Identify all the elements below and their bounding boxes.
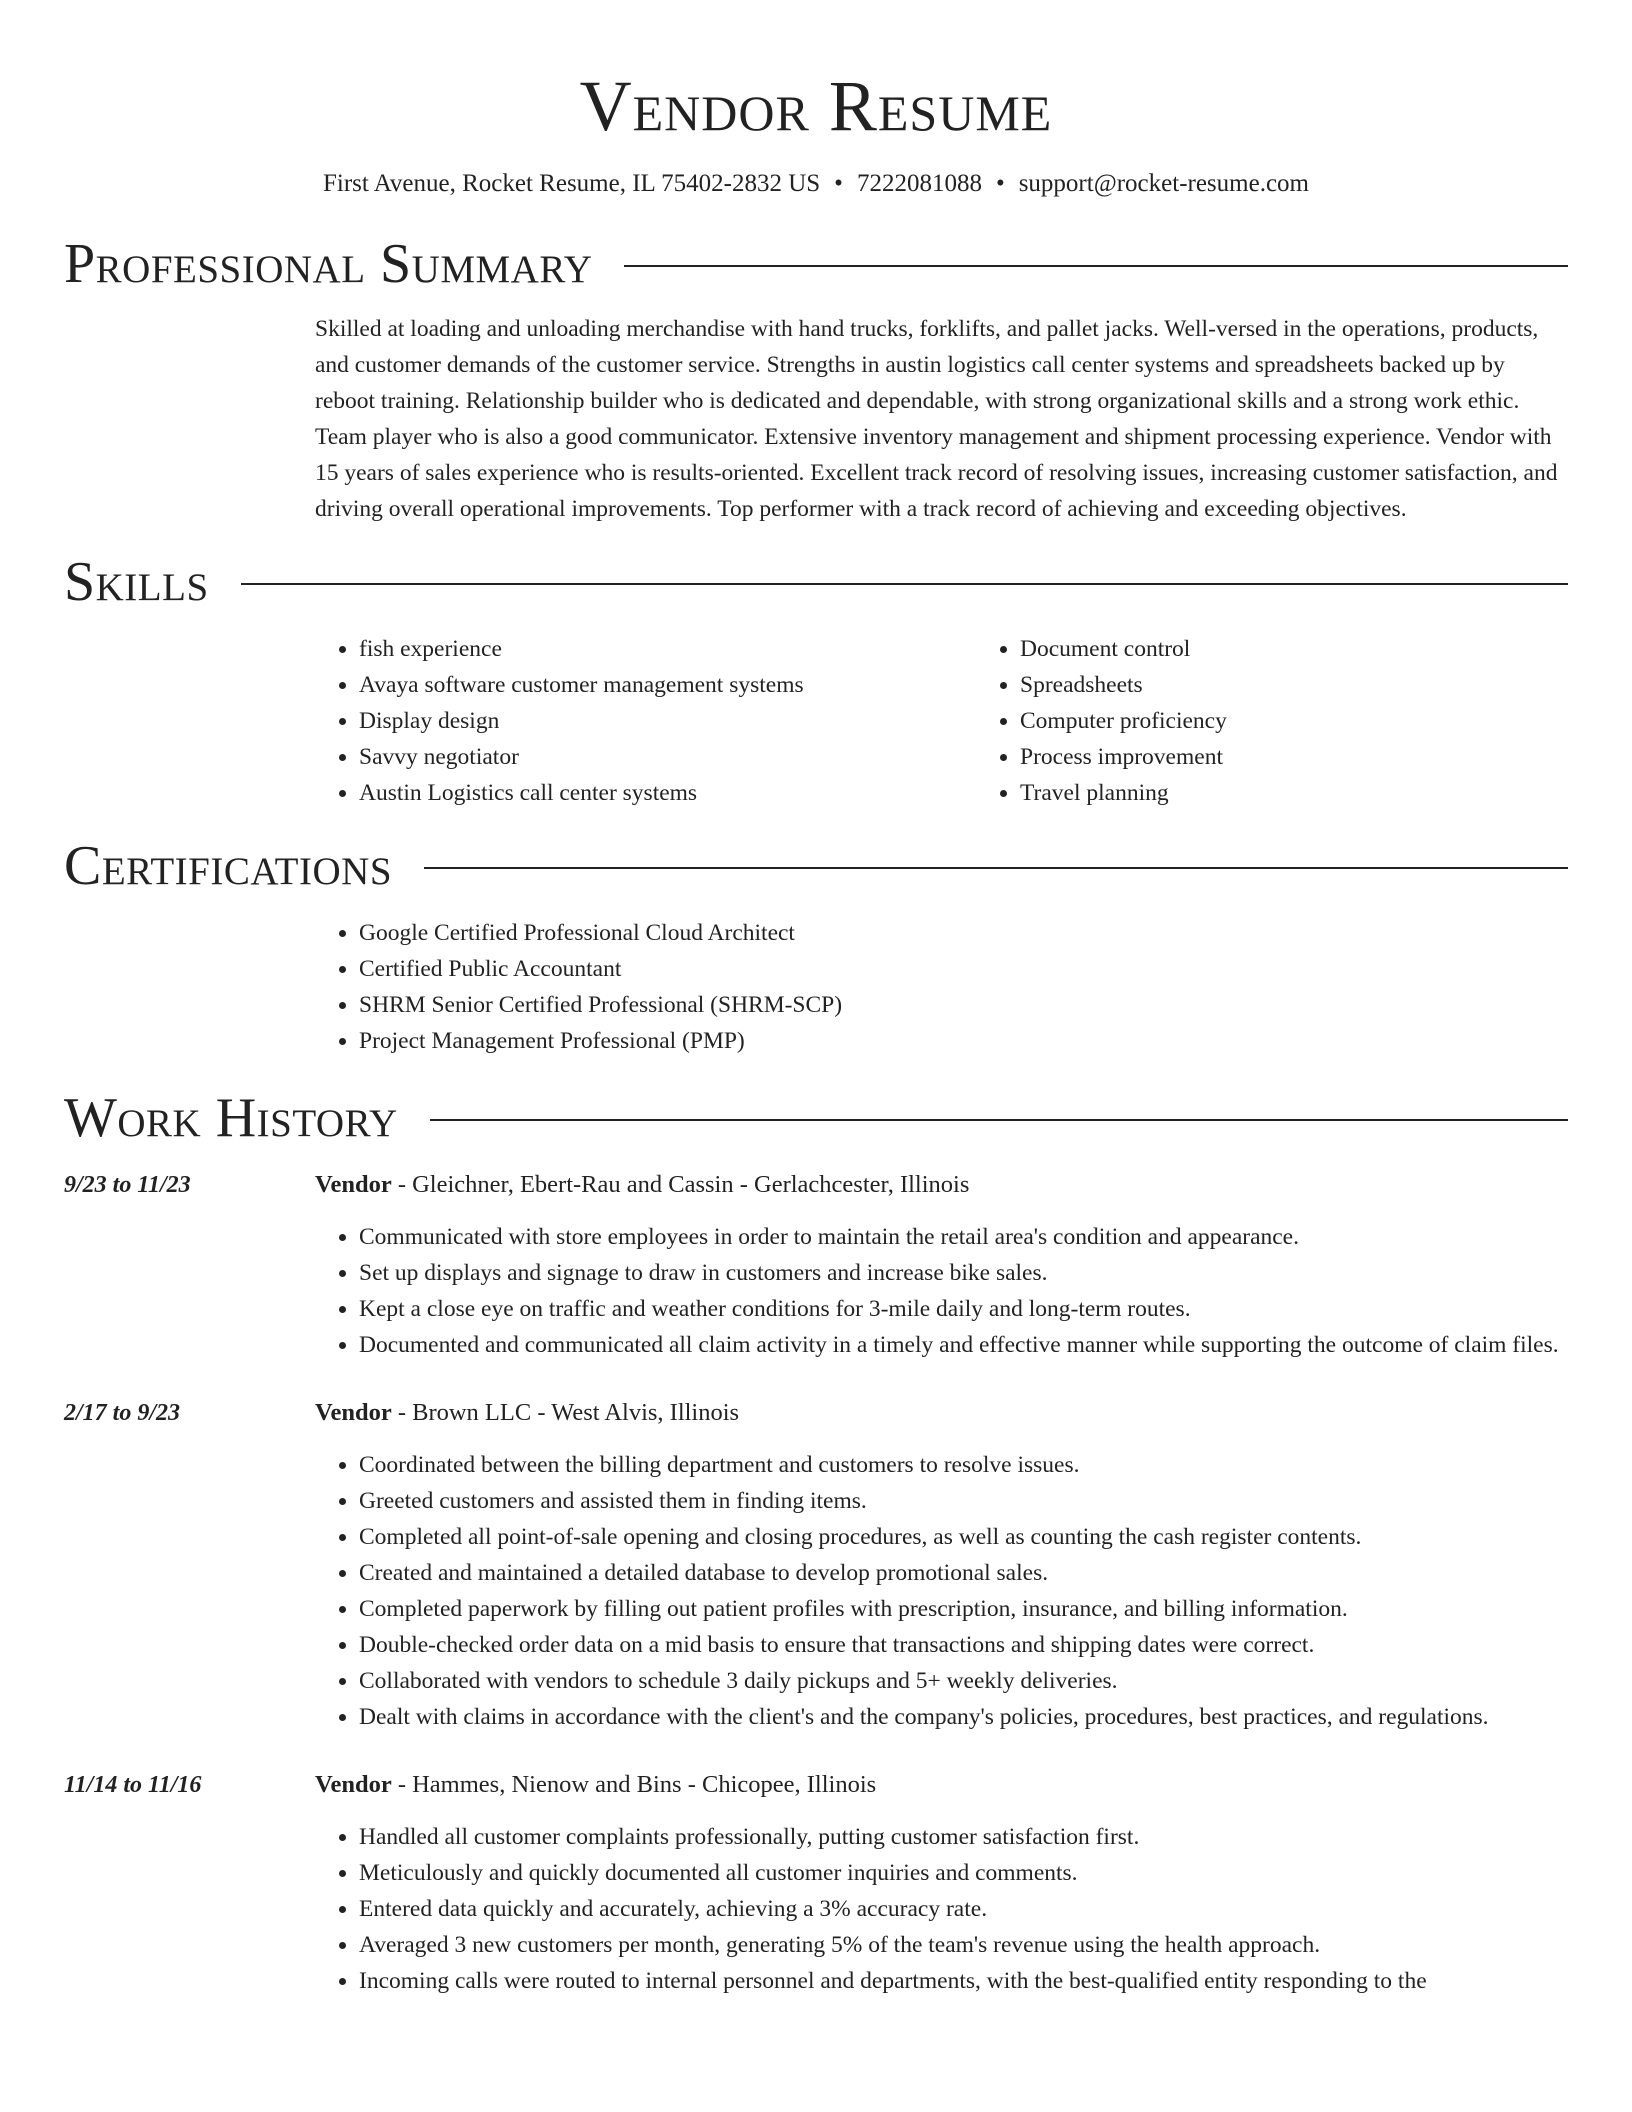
- certification-item: • Project Management Professional (PMP): [359, 1023, 1568, 1059]
- contact-separator: •: [834, 170, 843, 197]
- certification-item: • Certified Public Accountant: [359, 951, 1568, 987]
- skill-item: • Austin Logistics call center systems: [359, 775, 976, 811]
- work-history-section-header: [64, 1083, 1568, 1153]
- job-entry: [64, 1167, 1568, 1363]
- job-bullets: [315, 1219, 1568, 1363]
- certifications-heading: Certifications: [64, 835, 393, 897]
- section-divider: [624, 265, 1568, 267]
- job-bullet: • Double-checked order data on a mid basis to ensure that transactions and shipping dates were correct.: [359, 1627, 1568, 1663]
- job-bullet: • Collaborated with vendors to schedule 3 daily pickups and 5+ weekly deliveries.: [359, 1663, 1568, 1699]
- job-bullet: • Incoming calls were routed to internal personnel and departments, with the best-qualified entity responding to the: [359, 1963, 1568, 1999]
- summary-heading: Professional Summary: [64, 233, 593, 295]
- job-bullet: • Handled all customer complaints professionally, putting customer satisfaction first.: [359, 1819, 1568, 1855]
- job-bullet: • Communicated with store employees in order to maintain the retail area's condition and appearance.: [359, 1219, 1568, 1255]
- skills-column-right: [976, 631, 1632, 811]
- skills-list: [315, 631, 1568, 811]
- job-body: [315, 1767, 1568, 1999]
- section-divider: [430, 1119, 1568, 1121]
- job-bullet: • Kept a close eye on traffic and weather conditions for 3-mile daily and long-term routes.: [359, 1291, 1568, 1327]
- job-dates: 9/23 to 11/23: [64, 1172, 191, 1198]
- job-entry: [64, 1767, 1568, 1999]
- skill-item: • Computer proficiency: [1020, 703, 1632, 739]
- job-bullet: • Completed all point-of-sale opening and closing procedures, as well as counting the cash register contents.: [359, 1519, 1568, 1555]
- certifications-list: [315, 915, 1568, 1059]
- job-bullets: [315, 1819, 1568, 1999]
- skill-item: • fish experience: [359, 631, 976, 667]
- job-role-line: [315, 1167, 1568, 1203]
- contact-address: First Avenue, Rocket Resume, IL 75402-2832 US: [323, 170, 821, 197]
- job-entry: [64, 1395, 1568, 1735]
- skill-item: • Display design: [359, 703, 976, 739]
- skill-item: • Document control: [1020, 631, 1632, 667]
- job-bullet: • Dealt with claims in accordance with the client's and the company's policies, procedures, best practices, and regulations.: [359, 1699, 1568, 1735]
- contact-phone: 7222081088: [856, 170, 982, 197]
- certifications-section-header: [64, 831, 1568, 901]
- skill-item: • Process improvement: [1020, 739, 1632, 775]
- summary-text: Skilled at loading and unloading merchandise with hand trucks, forklifts, and pallet jacks. Well-versed in the operations, products, and customer demands of the customer service. Strengths in austin logistics call center systems and spreadsheets backed up by reboot training. Relationship builder who is dedicated and dependable, with strong organizational skills and a strong work ethic. Team player who is also a good communicator. Extensive inventory management and shipment processing experience. Vendor with 15 years of sales experience who is results-oriented. Excellent track record of resolving issues, increasing customer satisfaction, and driving overall operational improvements. Top performer with a track record of achieving and exceeding objectives.: [315, 316, 1558, 522]
- contact-line: [64, 166, 1568, 202]
- contact-separator: •: [995, 170, 1005, 197]
- job-title: Vendor: [315, 1171, 392, 1198]
- job-bullets: [315, 1447, 1568, 1735]
- job-bullet: • Set up displays and signage to draw in customers and increase bike sales.: [359, 1255, 1568, 1291]
- section-divider: [424, 867, 1568, 869]
- certification-item: • Google Certified Professional Cloud Architect: [359, 915, 1568, 951]
- skills-column-left: [315, 631, 976, 811]
- job-dates: 2/17 to 9/23: [64, 1400, 181, 1426]
- job-bullet: • Coordinated between the billing department and customers to resolve issues.: [359, 1447, 1568, 1483]
- job-body: [315, 1395, 1568, 1735]
- job-body: [315, 1167, 1568, 1363]
- skill-item: • Travel planning: [1020, 775, 1632, 811]
- job-role-line: [315, 1395, 1568, 1431]
- job-bullet: • Meticulously and quickly documented all customer inquiries and comments.: [359, 1855, 1568, 1891]
- job-title: Vendor: [315, 1771, 392, 1798]
- job-role-line: [315, 1767, 1568, 1803]
- certification-item: • SHRM Senior Certified Professional (SHRM-SCP): [359, 987, 1568, 1023]
- job-bullet: • Documented and communicated all claim activity in a timely and effective manner while supporting the outcome of claim files.: [359, 1327, 1568, 1363]
- skill-item: • Spreadsheets: [1020, 667, 1632, 703]
- work-history-heading: Work History: [64, 1087, 398, 1149]
- job-bullet: • Entered data quickly and accurately, achieving a 3% accuracy rate.: [359, 1891, 1568, 1927]
- job-title: Vendor: [315, 1399, 392, 1426]
- contact-email[interactable]: support@rocket-resume.com: [1018, 170, 1309, 197]
- job-company: - Brown LLC - West Alvis, Illinois: [391, 1399, 740, 1426]
- section-divider: [241, 583, 1568, 585]
- job-bullet: • Averaged 3 new customers per month, generating 5% of the team's revenue using the health approach.: [359, 1927, 1568, 1963]
- job-dates: 11/14 to 11/16: [64, 1772, 202, 1798]
- resume-title: Vendor Resume: [579, 66, 1053, 146]
- skill-item: • Avaya software customer management systems: [359, 667, 976, 703]
- job-company: - Hammes, Nienow and Bins - Chicopee, Illinois: [391, 1771, 877, 1798]
- job-bullet: • Completed paperwork by filling out patient profiles with prescription, insurance, and billing information.: [359, 1591, 1568, 1627]
- job-bullet: • Greeted customers and assisted them in finding items.: [359, 1483, 1568, 1519]
- job-company: - Gleichner, Ebert-Rau and Cassin - Gerlachcester, Illinois: [391, 1171, 970, 1198]
- skills-section-header: [64, 547, 1568, 617]
- skill-item: • Savvy negotiator: [359, 739, 976, 775]
- job-bullet: • Created and maintained a detailed database to develop promotional sales.: [359, 1555, 1568, 1591]
- summary-section-header: [64, 229, 1568, 299]
- skills-heading: Skills: [64, 551, 209, 613]
